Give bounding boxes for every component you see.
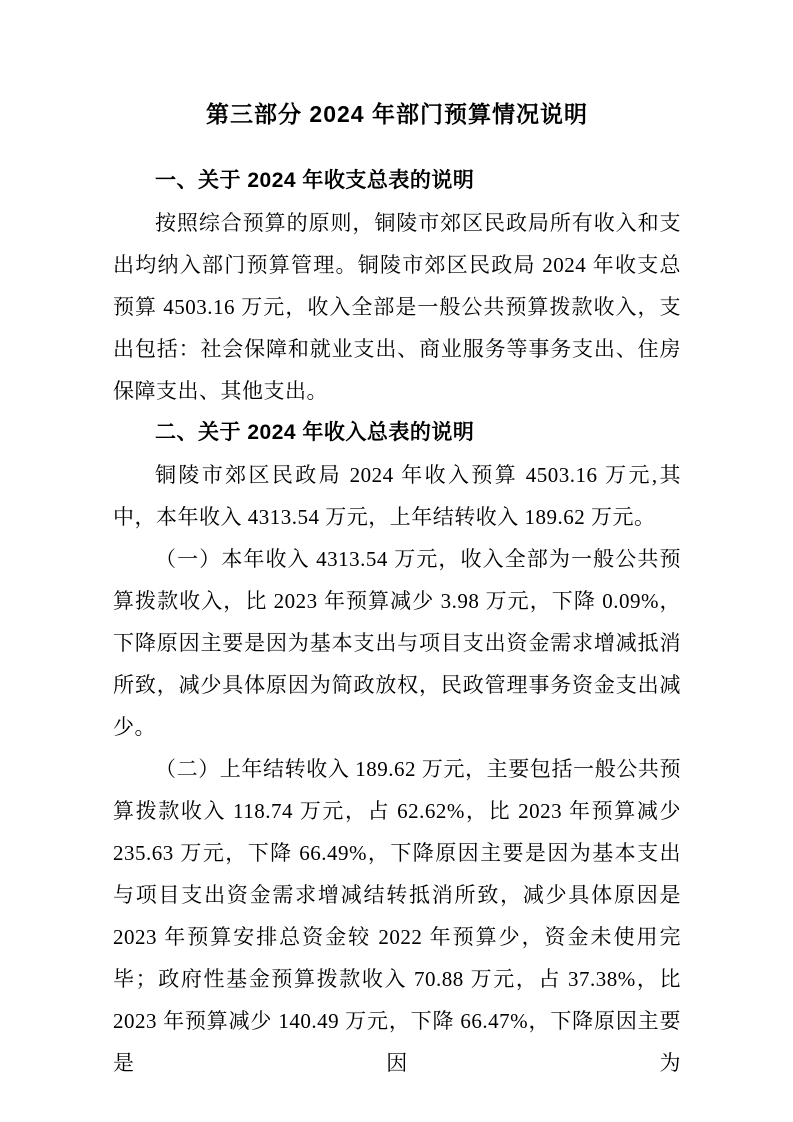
paragraph-budget-overview: 按照综合预算的原则，铜陵市郊区民政局所有收入和支出均纳入部门预算管理。铜陵市郊区民政局 2024 年收支总预算 4503.16 万元，收入全部是一般公共预算拨款收入，支出包括：社会保障和就业支出、商业服务等事务支出、住房保障支出、其他支出。 — [113, 211, 681, 403]
paragraph-carryover-income: （二）上年结转收入 189.62 万元，主要包括一般公共预算拨款收入 118.74 万元，占 62.62%，比 2023 年预算减少 235.63 万元，下降 66.49%，下降原因主要是因为基本支出与项目支出资金需求增减结转抵消所致，减少具体原因是 2023 年预算安排总资金较 2022 年预算少，资金未使用完毕；政府性基金预算拨款收入 70.88 万元，占 37.38%，比 2023 年预算减少 140.49 万元，下降 66.47%，下降原因主要是因为 — [113, 757, 681, 1075]
paragraph-income-total: 铜陵市郊区民政局 2024 年收入预算 4503.16 万元,其中，本年收入 4313.54 万元，上年结转收入 189.62 万元。 — [113, 463, 681, 529]
section-heading-income-expenditure-summary: 一、关于 2024 年收支总表的说明 — [155, 169, 475, 192]
section-heading-income-summary: 二、关于 2024 年收入总表的说明 — [155, 421, 475, 444]
document-title: 第三部分 2024 年部门预算情况说明 — [206, 101, 588, 127]
paragraph-current-year-income: （一）本年收入 4313.54 万元，收入全部为一般公共预算拨款收入，比 2023 年预算减少 3.98 万元，下降 0.09%，下降原因主要是因为基本支出与项目支出资金需求增减抵消所致，减少具体原因为简政放权，民政管理事务资金支出减少。 — [113, 547, 681, 739]
